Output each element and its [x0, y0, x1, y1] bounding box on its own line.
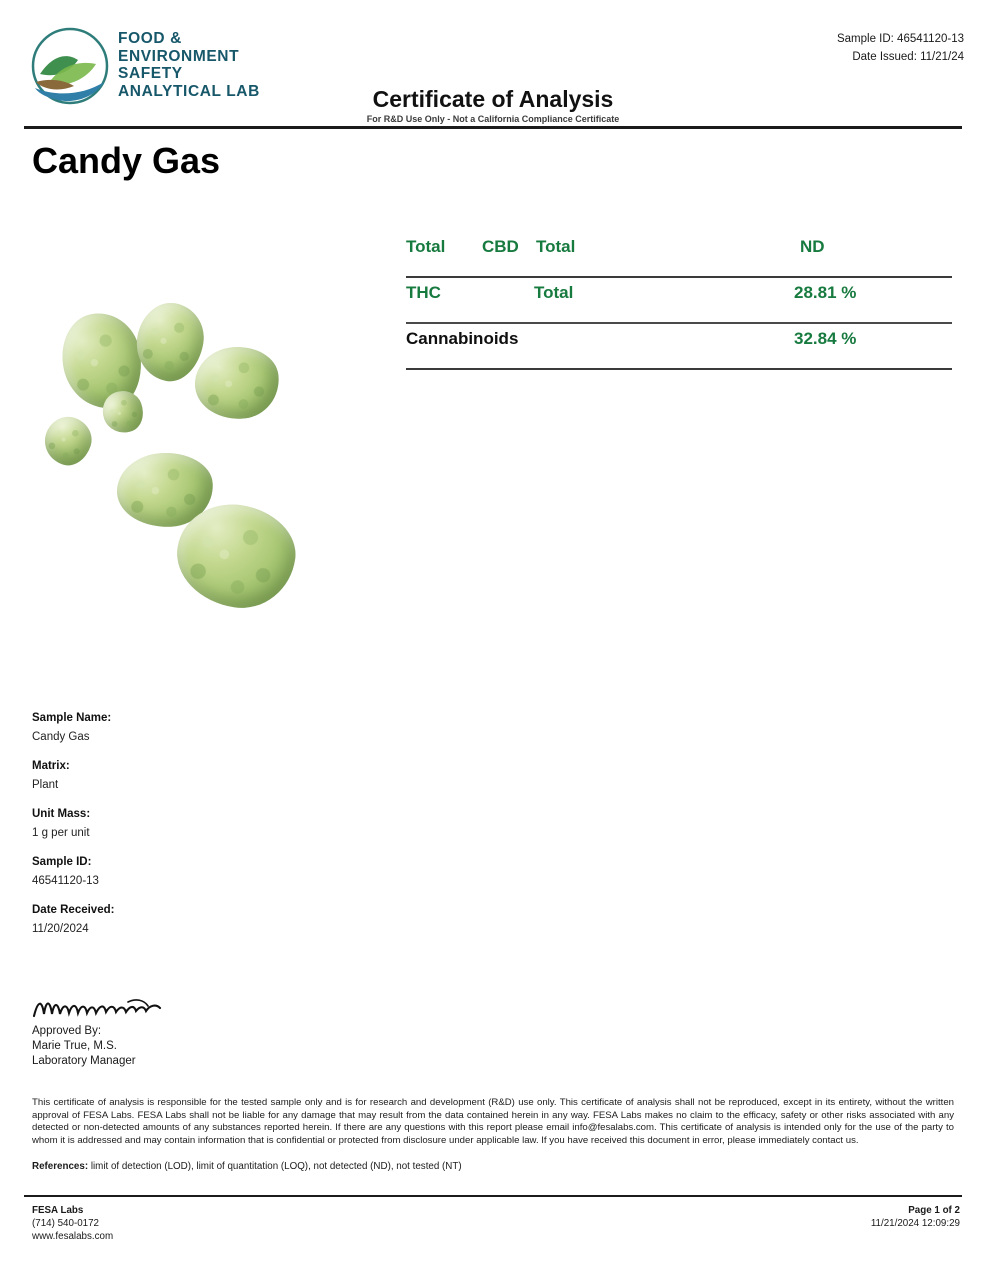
potency-summary-table: [406, 232, 952, 370]
lab-name-line-3: SAFETY: [118, 65, 183, 82]
footer-timestamp: 11/21/2024 12:09:29: [870, 1218, 960, 1229]
lab-name-line-2: ENVIRONMENT: [118, 47, 240, 65]
header-sample-meta: [837, 30, 964, 66]
header-divider: [24, 126, 962, 129]
detail-label: Matrix:: [32, 760, 70, 772]
footer-left: [32, 1204, 113, 1243]
signature-block: [32, 996, 452, 1067]
detail-label: Date Received:: [32, 904, 115, 916]
detail-sample-id: [32, 856, 452, 887]
document-header: [0, 0, 986, 128]
detail-date-received: [32, 904, 452, 935]
references-line: [32, 1161, 954, 1172]
potency-row-divider-3: [406, 368, 952, 370]
footer-divider: [24, 1195, 962, 1197]
references-label: References:: [32, 1161, 89, 1172]
potency-value-total-cbd: ND: [800, 237, 825, 256]
signature-icon: [32, 996, 167, 1022]
product-name: Candy Gas: [32, 140, 221, 181]
potency-label-c-1: Total: [536, 237, 576, 256]
references-text: limit of detection (LOD), limit of quantitation (LOQ), not detected (ND), not tested (NT): [90, 1161, 462, 1172]
detail-sample-name: [32, 712, 452, 743]
approved-by-label: Approved By:: [32, 1025, 102, 1037]
approver-name: Marie True, M.S.: [32, 1040, 117, 1052]
footer-website[interactable]: www.fesalabs.com: [32, 1231, 114, 1242]
potency-value-total-cannabinoids: 32.84 %: [794, 329, 857, 348]
page-subtitle: For R&D Use Only - Not a California Compliance Certificate: [366, 114, 620, 124]
detail-matrix: [32, 760, 452, 791]
potency-label-a-1: Total: [406, 237, 446, 256]
footer-right: [871, 1204, 960, 1230]
potency-label-b-1: CBD: [482, 237, 519, 256]
detail-value: 11/20/2024: [32, 923, 89, 935]
potency-value-total-thc: 28.81 %: [794, 283, 857, 302]
potency-row-total-cbd: [406, 232, 952, 278]
footer-phone: (714) 540-0172: [32, 1218, 99, 1229]
footer-page-number: Page 1 of 2: [908, 1205, 960, 1216]
approver-role: Laboratory Manager: [32, 1055, 136, 1067]
disclaimer-text: This certificate of analysis is responsible for the tested sample only and is for research and development (R&D) use only. This certificate of analysis shall not be reproduced, except in its entirety, without the written approval of FESA Labs. FESA Labs shall not be liable for any damage that may result from the data contained herein in any way. FESA Labs makes no claim to the efficacy, safety or other risks associated with any detected or non-detected amounts of any substances reported herein. If there are any questions with this report please email info@fesalabs.com. This certificate of analysis is intended only for the use of the party to whom it is addressed and may contain information that is confidential or protected from disclosure under applicable law. If you have received this document in error, please immediately contact us.: [32, 1097, 954, 1146]
page-title: Certificate of Analysis: [372, 86, 614, 112]
detail-value: 46541120-13: [32, 875, 99, 887]
potency-label-a-3: Cannabinoids: [406, 329, 519, 348]
header-date-issued: Date Issued: 11/21/24: [852, 51, 964, 63]
detail-label: Unit Mass:: [32, 808, 91, 820]
potency-row-total-thc: [406, 278, 952, 324]
lab-name-line-4: ANALYTICAL LAB: [118, 82, 260, 100]
detail-label: Sample Name:: [32, 712, 112, 724]
header-sample-id: Sample ID: 46541120-13: [836, 33, 964, 45]
detail-value: Candy Gas: [32, 731, 90, 743]
sample-photo: [45, 295, 315, 615]
potency-label-b-2: Total: [534, 283, 574, 302]
potency-label-a-2: THC: [406, 283, 441, 302]
detail-value: 1 g per unit: [32, 827, 90, 839]
lab-name-line-1: FOOD &: [118, 30, 182, 47]
sample-details: [32, 712, 452, 952]
potency-row-total-cannabinoids: [406, 324, 952, 370]
detail-unit-mass: [32, 808, 452, 839]
footer-lab-name: FESA Labs: [32, 1205, 84, 1216]
detail-value: Plant: [32, 779, 59, 791]
detail-label: Sample ID:: [32, 856, 92, 868]
